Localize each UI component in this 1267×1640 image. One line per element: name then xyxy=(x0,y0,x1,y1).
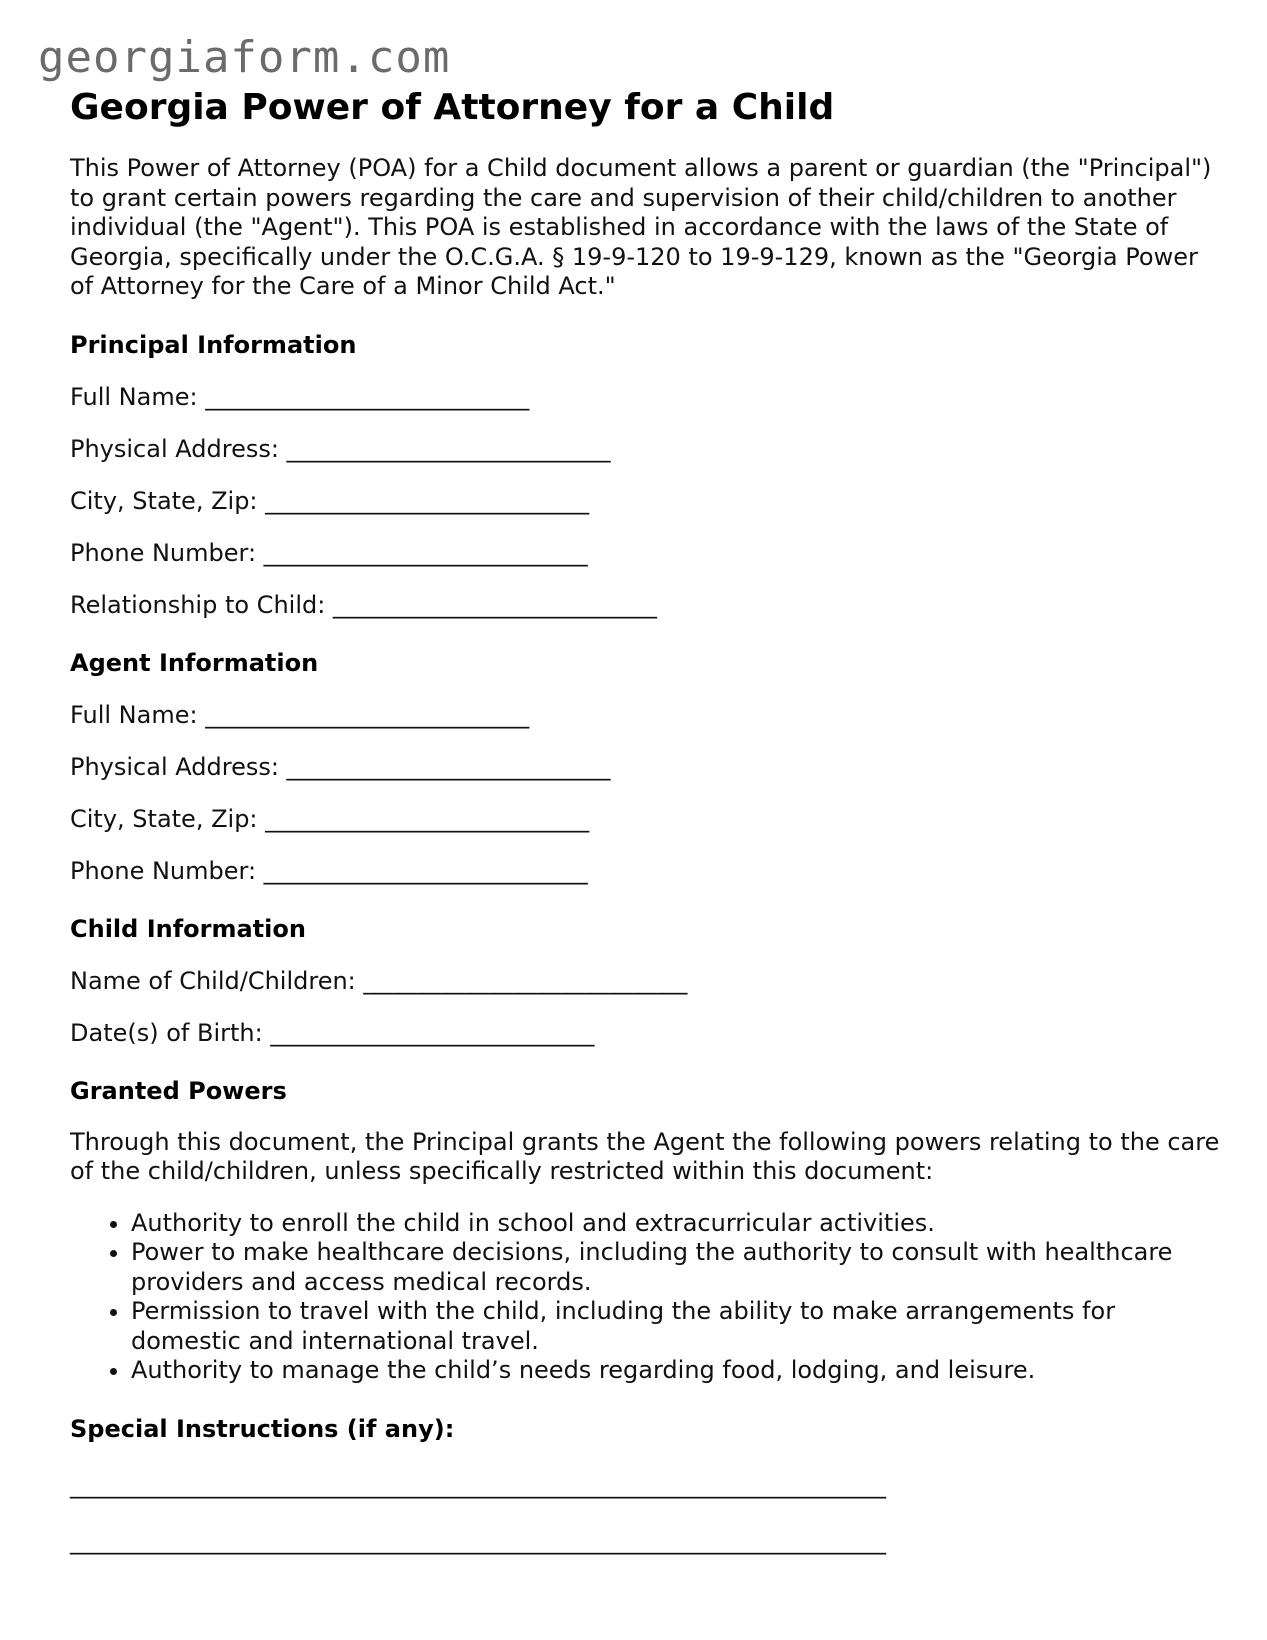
agent-heading: Agent Information xyxy=(70,648,319,677)
principal-address-field[interactable]: Physical Address: ___________________________ xyxy=(70,434,611,463)
site-watermark: georgiaform.com xyxy=(38,32,451,83)
powers-intro: Through this document, the Principal grants the Agent the following powers relating to the care of the child/children, unless specifically restricted within this document: xyxy=(70,1127,1220,1185)
child-name-field[interactable]: Name of Child/Children: ___________________________ xyxy=(70,966,688,995)
list-item: • Authority to enroll the child in school and extracurricular activities. xyxy=(131,1209,1220,1239)
list-item: • Authority to manage the child’s needs regarding food, lodging, and leisure. xyxy=(131,1356,1220,1386)
list-item: • Power to make healthcare decisions, including the authority to consult with healthcare providers and access medical records. xyxy=(131,1238,1220,1297)
special-instructions-heading: Special Instructions (if any): xyxy=(70,1414,455,1443)
principal-heading: Principal Information xyxy=(70,330,357,359)
document-title: Georgia Power of Attorney for a Child xyxy=(70,87,835,128)
principal-city-state-zip-field[interactable]: City, State, Zip: ___________________________ xyxy=(70,486,590,515)
principal-full-name-field[interactable]: Full Name: ___________________________ xyxy=(70,382,530,411)
agent-address-field[interactable]: Physical Address: ___________________________ xyxy=(70,752,611,781)
principal-phone-field[interactable]: Phone Number: ___________________________ xyxy=(70,538,588,567)
child-heading: Child Information xyxy=(70,914,306,943)
agent-full-name-field[interactable]: Full Name: ___________________________ xyxy=(70,700,530,729)
powers-heading: Granted Powers xyxy=(70,1076,287,1105)
agent-phone-field[interactable]: Phone Number: ___________________________ xyxy=(70,856,588,885)
special-instructions-line-2[interactable]: ____________________________________________________________________ xyxy=(70,1526,886,1555)
document-page xyxy=(70,86,1220,1556)
principal-relationship-field[interactable]: Relationship to Child: ___________________________ xyxy=(70,590,657,619)
list-item: • Permission to travel with the child, including the ability to make arrangements for domestic and international travel. xyxy=(131,1297,1220,1356)
agent-city-state-zip-field[interactable]: City, State, Zip: ___________________________ xyxy=(70,804,590,833)
powers-list xyxy=(70,1209,1220,1386)
child-dob-field[interactable]: Date(s) of Birth: ___________________________ xyxy=(70,1018,595,1047)
special-instructions-line-1[interactable]: ____________________________________________________________________ xyxy=(70,1470,886,1499)
intro-paragraph: This Power of Attorney (POA) for a Child document allows a parent or guardian (the "Principal") to grant certain powers regarding the care and supervision of their child/children to another individual (the "Agent"). This POA is established in accordance with the laws of the State of Georgia, specifically under the O.C.G.A. § 19-9-120 to 19-9-129, known as the "Georgia Power of Attorney for the Care of a Minor Child Act." xyxy=(70,154,1212,300)
